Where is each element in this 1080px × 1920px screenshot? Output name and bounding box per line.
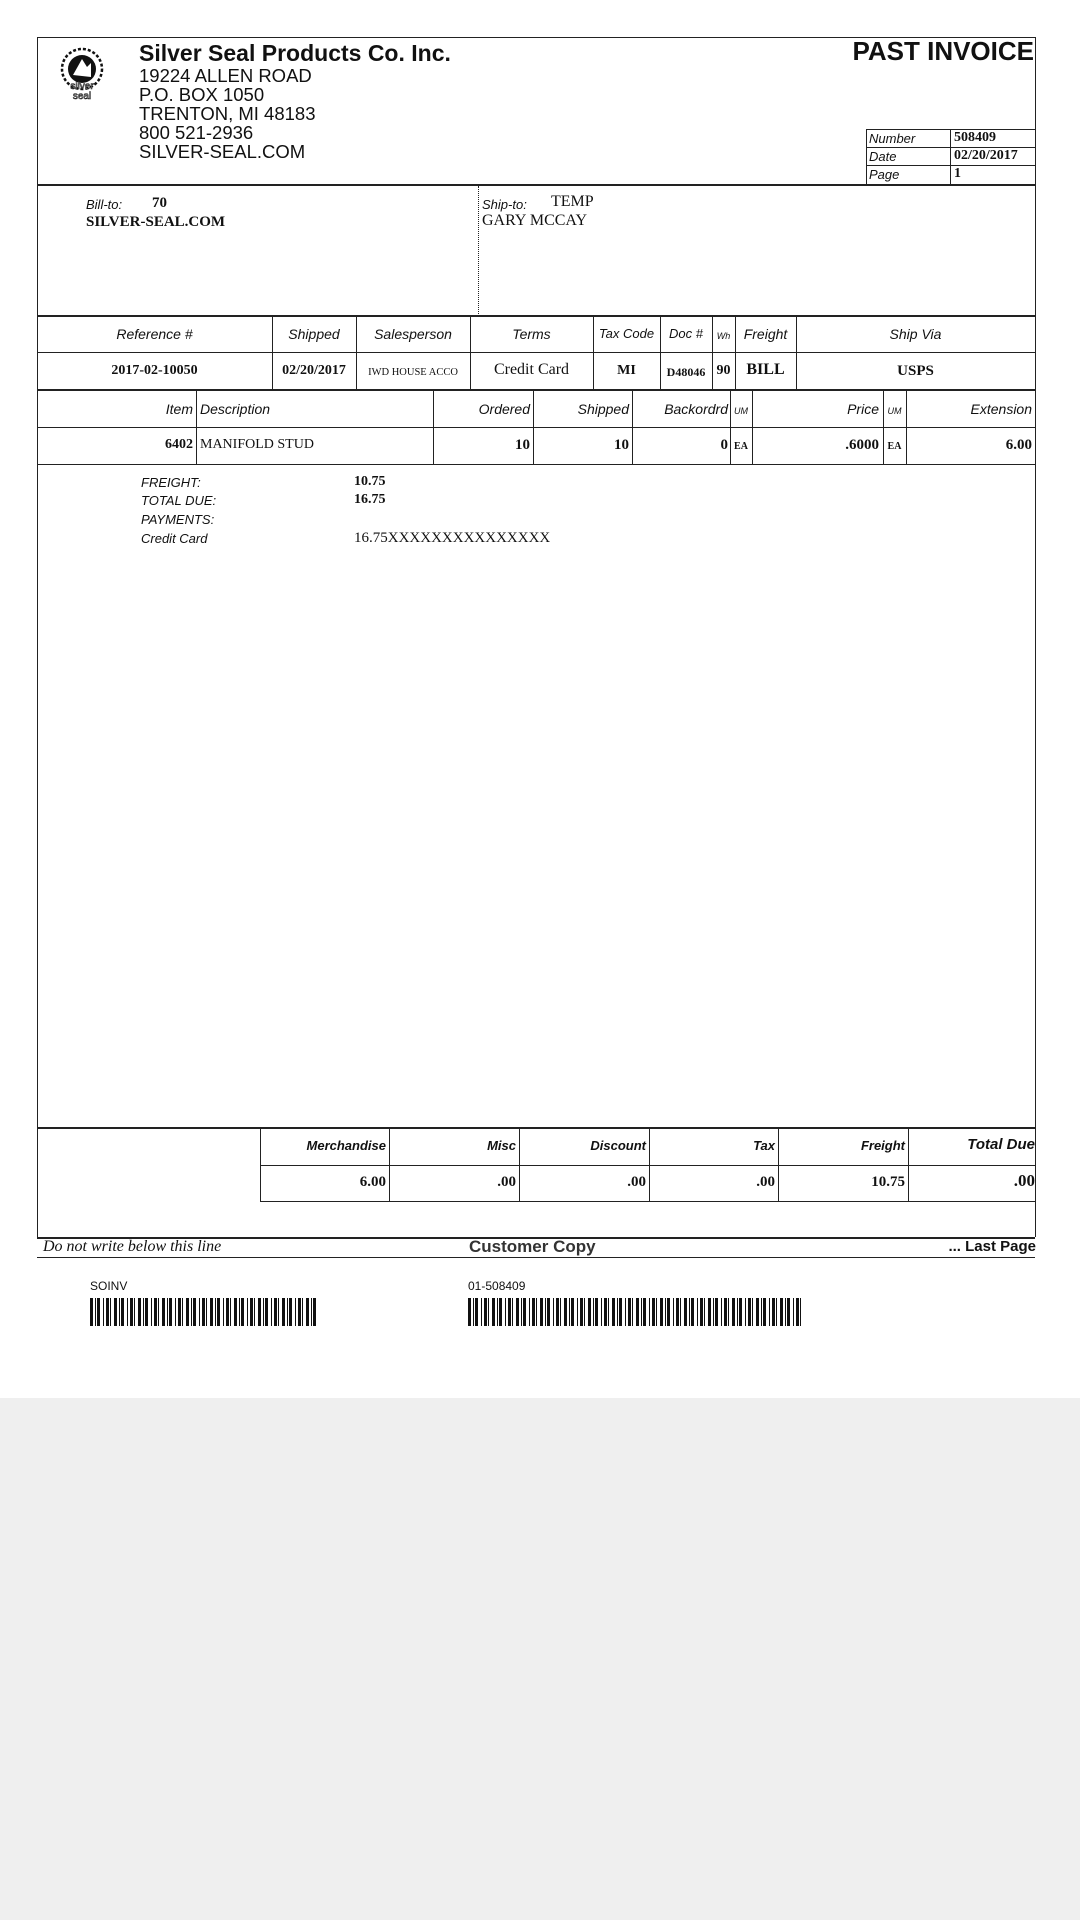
barcode-bar xyxy=(239,1298,240,1326)
company-name: Silver Seal Products Co. Inc. xyxy=(139,40,451,66)
barcode-label: 01-508409 xyxy=(468,1279,526,1293)
barcode-bar xyxy=(700,1298,703,1326)
barcode-bar xyxy=(95,1298,96,1326)
barcode-bar xyxy=(553,1298,554,1326)
summary-value: 10.75 xyxy=(354,474,386,489)
merchandise-total: 6.00 xyxy=(359,1174,386,1190)
barcode-bar xyxy=(756,1298,759,1326)
qty-ordered: 10 xyxy=(515,437,530,453)
summary-label: TOTAL DUE: xyxy=(141,493,217,508)
barcode-bar xyxy=(521,1298,522,1326)
order-header: Shipped xyxy=(288,326,340,342)
doc-number: D48046 xyxy=(666,365,706,379)
barcode-bar xyxy=(234,1298,237,1326)
item-header: Extension xyxy=(970,401,1032,417)
barcode-bar xyxy=(556,1298,559,1326)
totals-header: Merchandise xyxy=(306,1138,386,1153)
totals-header: Misc xyxy=(487,1138,516,1153)
barcode-bar xyxy=(691,1298,694,1326)
meta-page-label: Page xyxy=(869,167,900,182)
invoice-date: 02/20/2017 xyxy=(954,148,1018,163)
barcode-bar xyxy=(593,1298,594,1326)
order-header: Wh xyxy=(716,331,731,341)
barcode-bar xyxy=(481,1298,482,1326)
order-header: Terms xyxy=(512,326,551,342)
salesperson: IWD HOUSE ACCO xyxy=(368,367,458,378)
barcode-bar xyxy=(497,1298,498,1326)
barcode-bar xyxy=(468,1298,471,1326)
barcode-bar xyxy=(492,1298,495,1326)
warehouse: 90 xyxy=(716,363,731,378)
barcode-bar xyxy=(193,1298,196,1326)
meta-divider xyxy=(950,129,951,184)
barcode-bar xyxy=(673,1298,674,1326)
barcode-bar xyxy=(90,1298,93,1326)
barcode-bar xyxy=(121,1298,124,1326)
totals-rule xyxy=(260,1165,1035,1166)
barcode-bar xyxy=(473,1298,474,1326)
barcode-bar xyxy=(106,1298,109,1326)
address-divider xyxy=(478,186,479,314)
barcode-bar xyxy=(604,1298,607,1326)
barcode-bar xyxy=(97,1298,100,1326)
barcode-bar xyxy=(282,1298,285,1326)
summary-value: 16.75 xyxy=(354,492,386,507)
barcode-bar xyxy=(271,1298,272,1326)
shipped-date: 02/20/2017 xyxy=(282,363,346,378)
barcode-bar xyxy=(601,1298,602,1326)
order-header: Reference # xyxy=(116,326,193,342)
barcode-bar xyxy=(226,1298,229,1326)
barcode-bar xyxy=(512,1298,513,1326)
barcode-bar xyxy=(571,1298,574,1326)
barcode-bar xyxy=(715,1298,718,1326)
item-header: Backordrd xyxy=(664,401,728,417)
invoice-number: 508409 xyxy=(954,130,996,145)
item-number: 6402 xyxy=(165,437,193,452)
total-due: .00 xyxy=(1013,1171,1035,1190)
totals-header: Total Due xyxy=(967,1136,1035,1153)
tax-code: MI xyxy=(617,363,636,378)
barcode-bar xyxy=(769,1298,770,1326)
meta-date-label: Date xyxy=(869,149,897,164)
barcode-bar xyxy=(708,1298,711,1326)
barcode-bar xyxy=(713,1298,714,1326)
barcode-bar xyxy=(169,1298,172,1326)
barcode-bar xyxy=(580,1298,583,1326)
payment-value: 16.75XXXXXXXXXXXXXXX xyxy=(354,530,551,546)
barcode-bar xyxy=(250,1298,253,1326)
copy-label: Customer Copy xyxy=(469,1237,596,1256)
barcode-bar xyxy=(748,1298,751,1326)
order-table-top xyxy=(37,315,1035,317)
barcode-bar xyxy=(499,1298,502,1326)
barcode-bar xyxy=(660,1298,663,1326)
barcode-bar xyxy=(158,1298,159,1326)
ship-to-name: GARY MCCAY xyxy=(482,212,588,229)
barcode-bar xyxy=(230,1298,231,1326)
item-description: MANIFOLD STUD xyxy=(200,437,314,452)
barcode-bar xyxy=(287,1298,288,1326)
barcode-bar xyxy=(258,1298,261,1326)
barcode-bar xyxy=(796,1298,799,1326)
barcode-bar xyxy=(680,1298,681,1326)
company-logo xyxy=(55,47,109,101)
barcode-bar xyxy=(737,1298,738,1326)
barcode-bar xyxy=(656,1298,657,1326)
meta-number-label: Number xyxy=(869,131,916,146)
totals-header: Freight xyxy=(860,1138,905,1153)
barcode-bar xyxy=(103,1298,104,1326)
barcode-bar xyxy=(202,1298,205,1326)
document-title: PAST INVOICE xyxy=(852,36,1034,66)
barcode-bar xyxy=(223,1298,224,1326)
barcode-bar xyxy=(536,1298,537,1326)
barcode-bar xyxy=(704,1298,705,1326)
barcode-bar xyxy=(278,1298,279,1326)
meta-rule xyxy=(866,165,1035,166)
order-header: Freight xyxy=(743,326,788,342)
barcode-bar xyxy=(547,1298,550,1326)
barcode-bar xyxy=(475,1298,478,1326)
totals-header: Discount xyxy=(590,1138,646,1153)
barcode-bar xyxy=(649,1298,650,1326)
barcode-soinv xyxy=(90,1298,320,1326)
barcode-bar xyxy=(739,1298,742,1326)
barcode-bar xyxy=(167,1298,168,1326)
items-table-rule xyxy=(37,427,1035,428)
tax-total: .00 xyxy=(756,1174,775,1190)
barcode-bar xyxy=(151,1298,152,1326)
barcode-invoice-number xyxy=(468,1298,808,1326)
reference-number: 2017-02-10050 xyxy=(111,363,198,378)
barcode-bar xyxy=(134,1298,135,1326)
barcode-bar xyxy=(617,1298,618,1326)
totals-bottom xyxy=(260,1201,1035,1202)
barcode-bar xyxy=(138,1298,141,1326)
barcode-bar xyxy=(728,1298,729,1326)
col-divider xyxy=(196,391,197,464)
barcode-bar xyxy=(145,1298,148,1326)
qty-shipped: 10 xyxy=(614,437,629,453)
item-header: UM xyxy=(887,406,902,416)
barcode-bar xyxy=(763,1298,766,1326)
barcode-bar xyxy=(488,1298,489,1326)
barcode-bar xyxy=(529,1298,530,1326)
barcode-bar xyxy=(254,1298,255,1326)
summary-label: Credit Card xyxy=(141,531,208,546)
barcode-bar xyxy=(289,1298,292,1326)
barcode-bar xyxy=(721,1298,722,1326)
barcode-bar xyxy=(577,1298,578,1326)
barcode-bar xyxy=(689,1298,690,1326)
barcode-bar xyxy=(564,1298,567,1326)
barcode-bar xyxy=(787,1298,790,1326)
barcode-bar xyxy=(302,1298,303,1326)
barcode-bar xyxy=(298,1298,301,1326)
barcode-bar xyxy=(191,1298,192,1326)
barcode-bar xyxy=(313,1298,316,1326)
item-header: Price xyxy=(847,401,879,417)
barcode-bar xyxy=(785,1298,786,1326)
company-phone: 800 521-2936 xyxy=(139,122,254,143)
misc-total: .00 xyxy=(497,1174,516,1190)
barcode-bar xyxy=(800,1298,801,1326)
barcode-bar xyxy=(780,1298,783,1326)
barcode-bar xyxy=(217,1298,220,1326)
footer-notice: Do not write below this line xyxy=(43,1238,222,1255)
ship-to-label: Ship-to: xyxy=(482,197,527,212)
address-line: 19224 ALLEN ROAD xyxy=(139,65,312,86)
barcode-bar xyxy=(162,1298,165,1326)
barcode-bar xyxy=(516,1298,519,1326)
barcode-bar xyxy=(697,1298,698,1326)
barcode-bar xyxy=(595,1298,598,1326)
item-header: Ordered xyxy=(478,401,530,417)
frame-left xyxy=(37,37,38,1237)
barcode-bar xyxy=(584,1298,585,1326)
barcode-bar xyxy=(306,1298,309,1326)
svg-text:silver: silver xyxy=(70,81,94,92)
barcode-bar xyxy=(263,1298,264,1326)
barcode-bar xyxy=(643,1298,646,1326)
barcode-bar xyxy=(776,1298,777,1326)
freight-terms: BILL xyxy=(746,361,785,378)
barcode-bar xyxy=(545,1298,546,1326)
order-header: Tax Code xyxy=(598,326,655,341)
unit-price: .6000 xyxy=(845,437,879,453)
order-table-rule xyxy=(37,352,1035,353)
item-header: Item xyxy=(165,401,193,417)
freight-total: 10.75 xyxy=(871,1174,905,1190)
unit-measure: EA xyxy=(734,441,748,452)
address-line: TRENTON, MI 48183 xyxy=(139,103,316,124)
barcode-bar xyxy=(665,1298,666,1326)
barcode-bar xyxy=(210,1298,213,1326)
qty-backordered: 0 xyxy=(720,437,728,453)
discount-total: .00 xyxy=(627,1174,646,1190)
barcode-bar xyxy=(745,1298,746,1326)
item-header: Shipped xyxy=(577,401,629,417)
items-table-bottom xyxy=(37,464,1035,465)
barcode-bar xyxy=(523,1298,526,1326)
barcode-bar xyxy=(508,1298,511,1326)
last-page-label: ... Last Page xyxy=(948,1238,1036,1255)
barcode-bar xyxy=(684,1298,687,1326)
price-unit-measure: EA xyxy=(887,441,902,452)
barcode-bar xyxy=(199,1298,200,1326)
item-header: UM xyxy=(734,406,748,416)
order-table-bottom xyxy=(37,389,1035,391)
order-header: Doc # xyxy=(669,326,703,341)
barcode-bar xyxy=(652,1298,655,1326)
line-extension: 6.00 xyxy=(1005,437,1032,453)
ship-via: USPS xyxy=(897,363,934,379)
totals-header: Tax xyxy=(753,1138,775,1153)
summary-label: PAYMENTS: xyxy=(141,512,215,527)
barcode-bar xyxy=(793,1298,794,1326)
barcode-bar xyxy=(154,1298,157,1326)
barcode-bar xyxy=(569,1298,570,1326)
frame-right xyxy=(1035,37,1036,1237)
footer-rule xyxy=(37,1257,1035,1258)
barcode-bar xyxy=(206,1298,207,1326)
item-header: Description xyxy=(200,401,271,417)
barcode-bar xyxy=(641,1298,642,1326)
company-address xyxy=(139,66,316,161)
barcode-bar xyxy=(625,1298,626,1326)
barcode-bar xyxy=(119,1298,120,1326)
barcode-bar xyxy=(619,1298,622,1326)
barcode-bar xyxy=(127,1298,128,1326)
page-number: 1 xyxy=(954,166,961,181)
barcode-bar xyxy=(732,1298,735,1326)
barcode-bar xyxy=(186,1298,189,1326)
barcode-bar xyxy=(676,1298,679,1326)
barcode-bar xyxy=(752,1298,753,1326)
barcode-bar xyxy=(143,1298,144,1326)
barcode-bar xyxy=(178,1298,181,1326)
barcode-bar xyxy=(274,1298,277,1326)
barcode-bar xyxy=(311,1298,312,1326)
barcode-bar xyxy=(265,1298,268,1326)
order-header: Salesperson xyxy=(374,326,452,342)
barcode-bar xyxy=(532,1298,535,1326)
ship-to-code: TEMP xyxy=(551,193,594,210)
address-line: P.O. BOX 1050 xyxy=(139,84,265,105)
barcode-bar xyxy=(560,1298,561,1326)
barcode-bar xyxy=(505,1298,506,1326)
company-website: SILVER-SEAL.COM xyxy=(139,141,306,162)
barcode-bar xyxy=(636,1298,639,1326)
barcode-bar xyxy=(241,1298,244,1326)
summary-label: FREIGHT: xyxy=(141,475,201,490)
barcode-bar xyxy=(540,1298,543,1326)
barcode-label: SOINV xyxy=(90,1279,128,1293)
barcode-bar xyxy=(295,1298,296,1326)
bill-to-name: SILVER-SEAL.COM xyxy=(86,214,226,230)
barcode-bar xyxy=(724,1298,727,1326)
terms: Credit Card xyxy=(493,361,570,378)
barcode-bar xyxy=(588,1298,591,1326)
barcode-bar xyxy=(484,1298,487,1326)
barcode-bar xyxy=(215,1298,216,1326)
header-divider xyxy=(37,184,1035,186)
barcode-bar xyxy=(130,1298,133,1326)
order-header: Ship Via xyxy=(889,326,942,342)
barcode-bar xyxy=(247,1298,248,1326)
bill-to-code: 70 xyxy=(152,195,167,211)
totals-top xyxy=(37,1127,1035,1129)
barcode-bar xyxy=(114,1298,117,1326)
svg-text:seal: seal xyxy=(72,91,92,101)
barcode-bar xyxy=(632,1298,633,1326)
barcode-bar xyxy=(175,1298,176,1326)
bill-to-label: Bill-to: xyxy=(86,197,123,212)
barcode-bar xyxy=(110,1298,111,1326)
barcode-bar xyxy=(628,1298,631,1326)
barcode-bar xyxy=(612,1298,615,1326)
barcode-bar xyxy=(608,1298,609,1326)
barcode-bar xyxy=(772,1298,775,1326)
barcode-bar xyxy=(667,1298,670,1326)
barcode-bar xyxy=(761,1298,762,1326)
barcode-bar xyxy=(182,1298,183,1326)
